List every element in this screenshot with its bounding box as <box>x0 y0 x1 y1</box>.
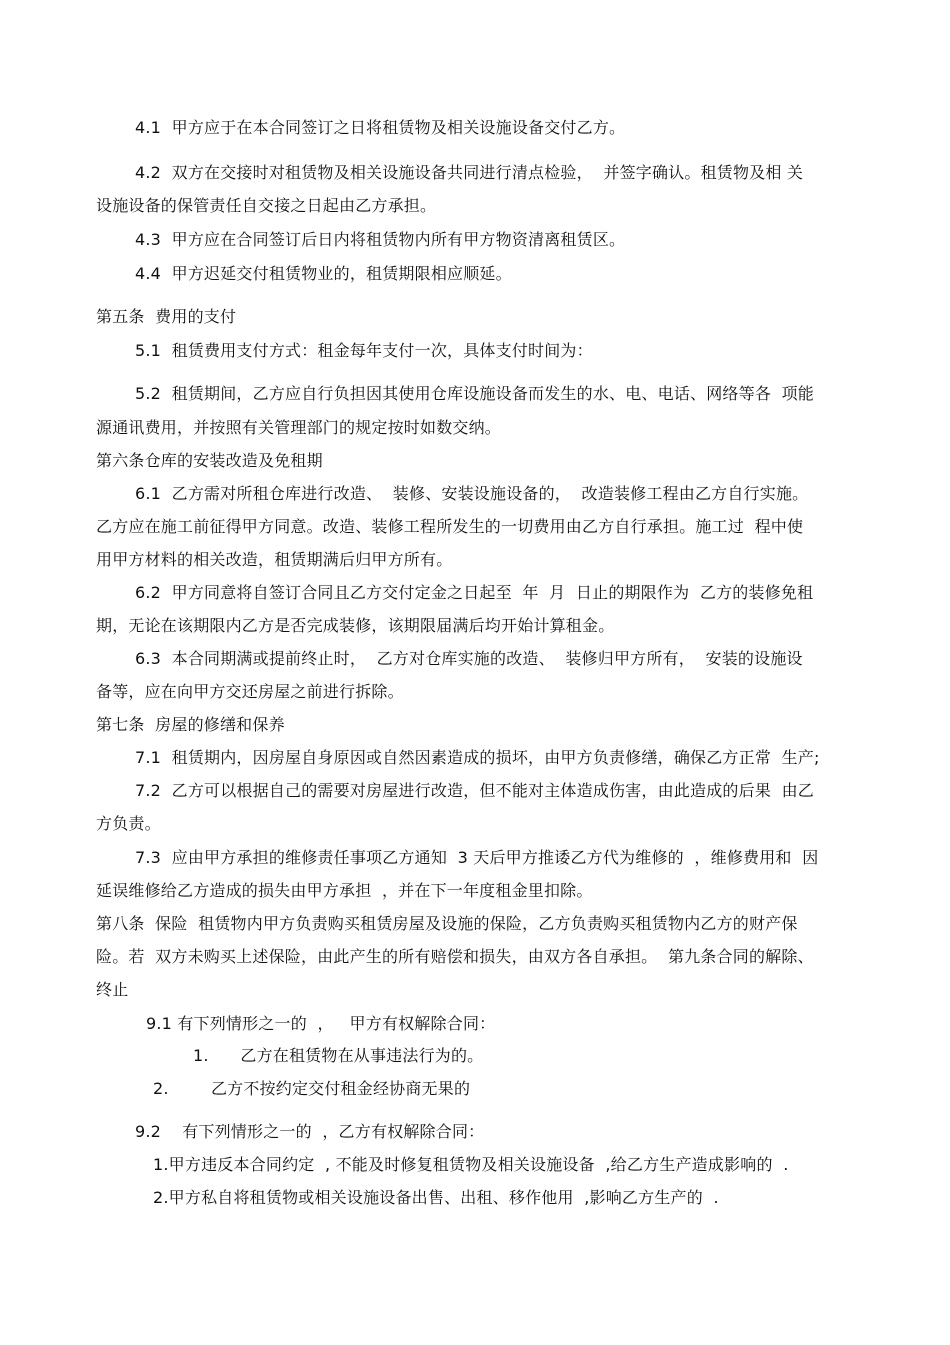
clause-4-4: 4.4 甲方迟延交付租赁物业的，租赁期限相应顺延。 <box>135 264 512 283</box>
clause-6-1-cont-1: 乙方应在施工前征得甲方同意。改造、装修工程所发生的一切费用由乙方自行承担。施工过 程中使 <box>96 517 804 536</box>
clause-7-1: 7.1 租赁期内，因房屋自身原因或自然因素造成的损坏，由甲方负责修缮，确保乙方正常 生产; <box>135 748 820 767</box>
clause-5-2-cont: 源通讯费用，并按照有关管理部门的规定按时如数交纳。 <box>96 418 502 437</box>
clause-7-3: 7.3 应由甲方承担的维修责任事项乙方通知 3 天后甲方推诿乙方代为维修的 ，维修费用和 因 <box>135 848 819 867</box>
clause-9-2-item-2: 2.甲方私自将租赁物或相关设施设备出售、出租、移作他用 ,影响乙方生产的 . <box>153 1188 719 1207</box>
article-8-text: 第八条 保险 租赁物内甲方负责购买租赁房屋及设施的保险，乙方负责购买租赁物内乙方的财产保 <box>96 914 798 933</box>
article-7-heading: 第七条 房屋的修缮和保养 <box>96 715 285 734</box>
clause-9-1-item-2: 2. 乙方不按约定交付租金经协商无果的 <box>153 1079 471 1098</box>
clause-5-2: 5.2 租赁期间，乙方应自行负担因其使用仓库设施设备而发生的水、电、电话、网络等各 项能 <box>135 384 814 403</box>
clause-9-2: 9.2 有下列情形之一的 ，乙方有权解除合同： <box>135 1122 485 1141</box>
article-6-heading: 第六条仓库的安装改造及免租期 <box>96 451 323 470</box>
clause-9-1-item-1: 1. 乙方在租赁物在从事违法行为的。 <box>193 1046 484 1065</box>
article-9-heading-end: 终止 <box>96 980 129 999</box>
clause-7-3-cont: 延误维修给乙方造成的损失由甲方承担 ，并在下一年度租金里扣除。 <box>96 881 593 900</box>
clause-4-1: 4.1 甲方应于在本合同签订之日将租赁物及相关设施设备交付乙方。 <box>135 118 626 137</box>
clause-9-1: 9.1 有下列情形之一的 ， 甲方有权解除合同： <box>146 1014 496 1033</box>
clause-9-2-item-1: 1.甲方违反本合同约定 , 不能及时修复租赁物及相关设施设备 ,给乙方生产造成影响的 . <box>153 1155 789 1174</box>
clause-7-2-cont: 方负责。 <box>96 814 161 833</box>
clause-4-2-cont: 设施设备的保管责任自交接之日起由乙方承担。 <box>96 196 437 215</box>
article-5-heading: 第五条 费用的支付 <box>96 307 237 326</box>
clause-6-1-cont-2: 用甲方材料的相关改造，租赁期满后归甲方所有。 <box>96 550 453 569</box>
article-8-text-cont: 险。若 双方未购买上述保险，由此产生的所有赔偿和损失，由双方各自承担。 第九条合同的解除、 <box>96 947 814 966</box>
clause-6-2: 6.2 甲方同意将自签订合同且乙方交付定金之日起至 年 月 日止的期限作为 乙方的装修免租 <box>135 583 814 602</box>
clause-6-2-cont: 期，无论在该期限内乙方是否完成装修，该期限届满后均开始计算租金。 <box>96 616 615 635</box>
clause-5-1: 5.1 租赁费用支付方式：租金每年支付一次，具体支付时间为： <box>135 341 593 360</box>
clause-6-3-cont: 备等，应在向甲方交还房屋之前进行拆除。 <box>96 682 404 701</box>
clause-6-3: 6.3 本合同期满或提前终止时， 乙方对仓库实施的改造、 装修归甲方所有， 安装的设施设 <box>135 649 803 668</box>
clause-6-1: 6.1 乙方需对所租仓库进行改造、 装修、安装设施设备的， 改造装修工程由乙方自行实施。 <box>135 484 809 503</box>
clause-7-2: 7.2 乙方可以根据自己的需要对房屋进行改造，但不能对主体造成伤害，由此造成的后果 由乙 <box>135 781 814 800</box>
clause-4-3: 4.3 甲方应在合同签订后日内将租赁物内所有甲方物资清离租赁区。 <box>135 230 626 249</box>
clause-4-2: 4.2 双方在交接时对租赁物及相关设施设备共同进行清点检验， 并签字确认。租赁物及相 关 <box>135 163 804 182</box>
